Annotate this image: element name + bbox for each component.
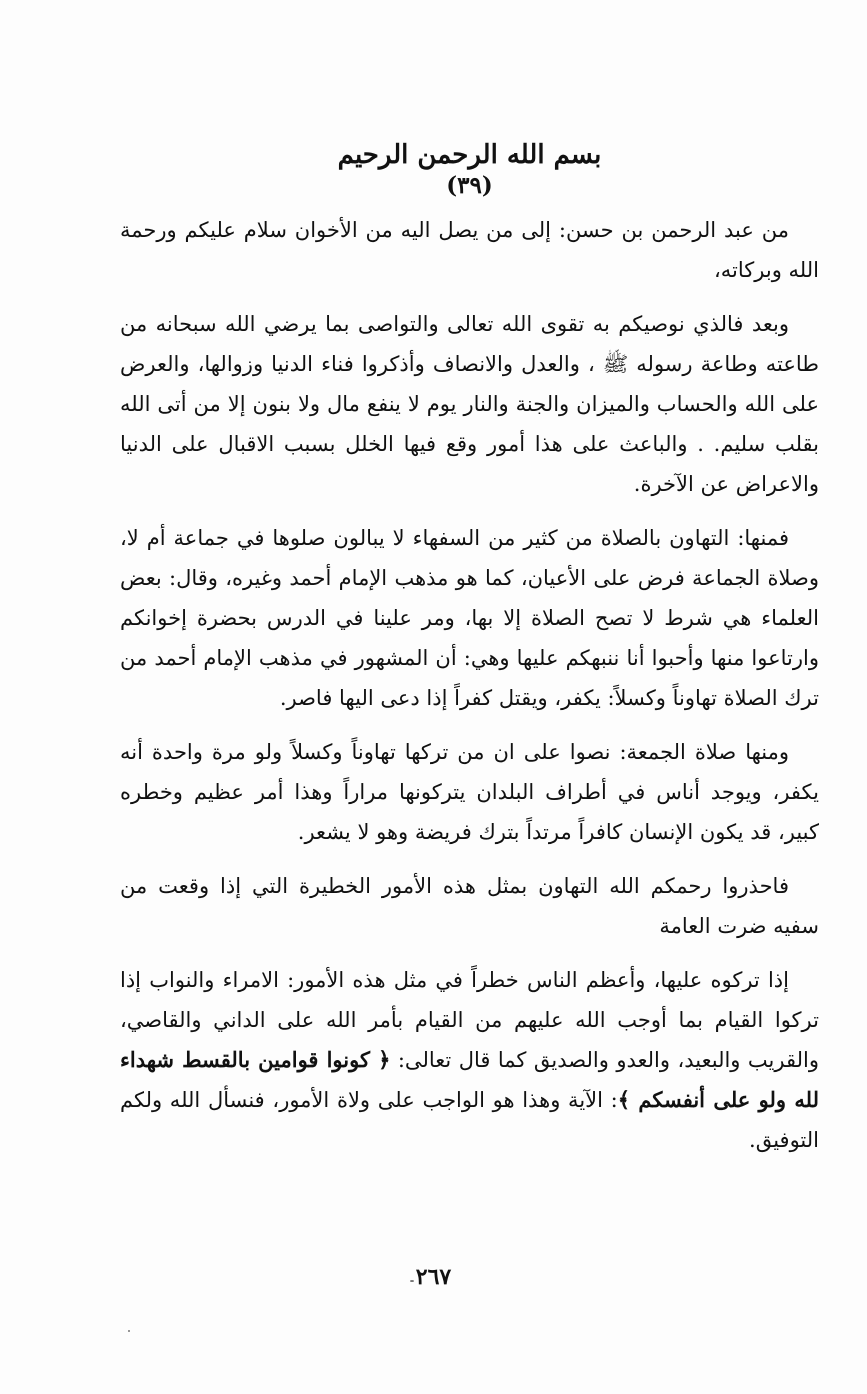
paragraph-warning: فاحذروا رحمكم الله التهاون بمثل هذه الأمور الخطيرة التي إذا وقعت من سفيه ضرت العامة — [120, 874, 819, 938]
page-number: ٢٦٧ — [415, 1264, 452, 1290]
paragraph-advice: وبعد فالذي نوصيكم به تقوى الله تعالى والتواصى بما يرضي الله سبحانه من طاعته وطاعة رسوله ﷺ ، والعدل والانصاف وأذكروا فناء الدنيا وزوالها، والعرض على الله والحساب والميزان والجنة والنار يوم لا ينفع مال ولا بنون إلا من أتى الله بقلب سليم. . والباعث على هذا أمور وقع فيها الخلل بسبب الاقبال على الدنيا والاعراض عن الآخرة. — [120, 312, 819, 496]
paragraph-greeting: من عبد الرحمن بن حسن: إلى من يصل اليه من الأخوان سلام عليكم ورحمة الله وبركاته، — [120, 218, 819, 282]
letter-body — [120, 138, 819, 1174]
scan-speck — [410, 1280, 414, 1282]
basmala-title: بسم الله الرحمن الرحيم — [337, 140, 602, 170]
paragraph-rulers-text: إذا تركوه عليها، وأعظم الناس خطراً في مثل هذه الأمور: الامراء والنواب إذا تركوا القيام بما أوجب الله عليهم من القيام بأمر الله على الداني والقاصي، والقريب والبعيد، والعدو والصديق كما قال تعالى: — [120, 968, 819, 1072]
quran-quote: ﴿ كونوا قوامين بالقسط شهداء لله ولو على أنفسكم ﴾ — [120, 1047, 819, 1112]
scan-speck — [128, 1330, 130, 1332]
paragraph-friday-prayer: ومنها صلاة الجمعة: نصوا على ان من تركها تهاوناً وكسلاً ولو مرة واحدة أنه يكفر، ويوجد أناس في أطراف البلدان يتركونها مراراً وهذا أمر عظيم وخطره كبير، قد يكون الإنسان كافراً مرتداً بترك فريضة وهو لا يشعر. — [120, 740, 819, 844]
paragraph-prayer: فمنها: التهاون بالصلاة من كثير من السفهاء لا يبالون صلوها في جماعة أم لا، وصلاة الجماعة فرض على الأعيان، كما هو مذهب الإمام أحمد وغيره، وقال: بعض العلماء هي شرط لا تصح الصلاة إلا بها، ومر علينا في الدرس بحضرة إخوانكم وارتاعوا منها وأحبوا أنا ننبهكم عليها وهي: أن المشهور في مذهب الإمام أحمد من ترك الصلاة تهاوناً وكسلاً: يكفر، ويقتل كفراً إذا دعى اليها فاصر. — [120, 526, 819, 710]
paragraph-rulers — [120, 960, 819, 1160]
paragraph-rulers-ending: : الآية وهذا هو الواجب على ولاة الأمور، فنسأل الله ولكم التوفيق. — [120, 1088, 819, 1152]
letter-number: (٣٩) — [446, 172, 493, 199]
